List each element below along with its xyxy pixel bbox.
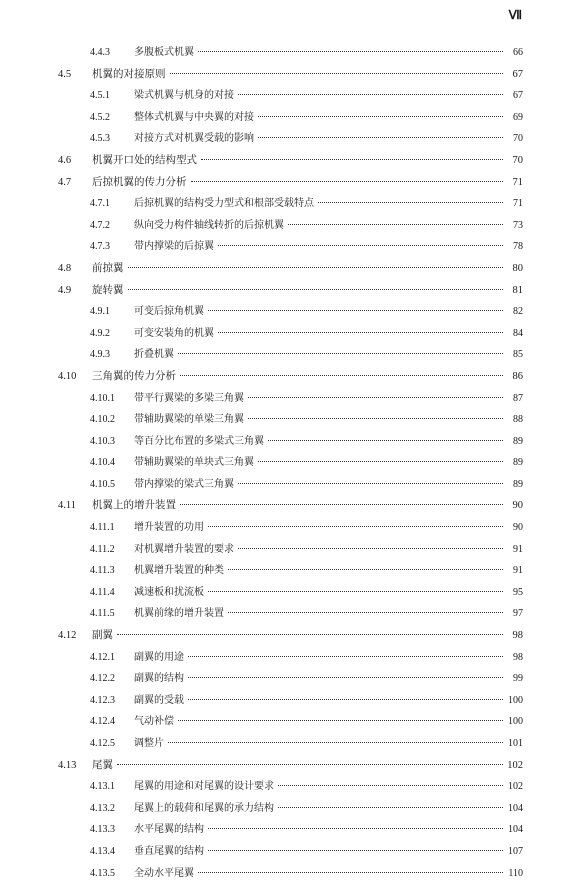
toc-entry-page: 98 bbox=[513, 651, 523, 663]
toc-entry-page: 73 bbox=[513, 219, 523, 231]
toc-leader-dots bbox=[208, 849, 503, 851]
toc-entry[interactable] bbox=[58, 668, 523, 690]
toc-entry-title: 对机翼增升装置的要求 bbox=[134, 543, 234, 555]
toc-entry-page: 71 bbox=[513, 198, 523, 210]
toc-entry-page: 110 bbox=[508, 867, 523, 879]
toc-entry[interactable] bbox=[58, 560, 523, 582]
toc-entry-title: 气动补偿 bbox=[134, 716, 174, 728]
toc-entry-title: 前掠翼 bbox=[92, 261, 124, 274]
toc-entry-page: 102 bbox=[507, 759, 523, 771]
toc-leader-dots bbox=[238, 547, 503, 549]
toc-leader-dots bbox=[128, 288, 504, 290]
toc-entry-title: 机翼前缘的增升装置 bbox=[134, 608, 224, 620]
toc-entry-page: 69 bbox=[513, 111, 523, 123]
toc-entry-page: 71 bbox=[512, 176, 523, 188]
toc-leader-dots bbox=[198, 871, 503, 873]
toc-leader-dots bbox=[238, 482, 503, 484]
toc-entry-number: 4.12.4 bbox=[90, 716, 115, 728]
toc-entry[interactable] bbox=[58, 452, 523, 474]
toc-entry[interactable] bbox=[58, 863, 523, 884]
toc-entry-page: 86 bbox=[512, 370, 523, 382]
toc-entry[interactable] bbox=[58, 582, 523, 604]
toc-entry-number: 4.12.5 bbox=[90, 738, 115, 749]
toc-entry-page: 99 bbox=[513, 673, 523, 685]
toc-entry-number: 4.10.3 bbox=[90, 435, 115, 447]
toc-leader-dots bbox=[228, 611, 503, 613]
toc-entry-number: 4.7 bbox=[58, 176, 72, 188]
toc-entry-title: 带平行翼梁的多梁三角翼 bbox=[134, 392, 244, 404]
toc-entry-number: 4.11.3 bbox=[90, 565, 115, 577]
toc-entry-title: 梁式机翼与机身的对接 bbox=[134, 90, 234, 102]
toc-entry-number: 4.10.2 bbox=[90, 414, 115, 426]
toc-entry-title: 尾翼上的载荷和尾翼的承力结构 bbox=[134, 802, 274, 814]
toc-leader-dots bbox=[258, 136, 503, 138]
toc-entry-number: 4.7.2 bbox=[90, 219, 110, 231]
toc-entry-number: 4.4.3 bbox=[90, 47, 110, 58]
toc-entry[interactable] bbox=[58, 236, 523, 258]
toc-entry-page: 78 bbox=[513, 241, 523, 253]
toc-leader-dots bbox=[208, 827, 503, 829]
toc-entry-number: 4.5 bbox=[58, 68, 72, 80]
toc-entry[interactable] bbox=[58, 193, 523, 215]
toc-entry-title: 纵向受力构件轴线转折的后掠机翼 bbox=[134, 219, 284, 231]
toc-entry-number: 4.10.1 bbox=[90, 392, 115, 404]
toc-leader-dots bbox=[208, 525, 503, 527]
toc-entry-page: 89 bbox=[513, 478, 523, 490]
toc-entry-title: 可变安装角的机翼 bbox=[134, 327, 214, 339]
toc-entry[interactable] bbox=[58, 603, 523, 625]
toc-leader-dots bbox=[218, 244, 503, 246]
toc-entry[interactable] bbox=[58, 280, 523, 302]
toc-entry[interactable] bbox=[58, 258, 523, 280]
toc-entry-number: 4.7.3 bbox=[90, 241, 110, 253]
toc-entry[interactable] bbox=[58, 755, 523, 777]
toc-entry-title: 尾翼的用途和对尾翼的设计要求 bbox=[134, 781, 274, 793]
toc-entry-number: 4.12.3 bbox=[90, 694, 115, 706]
toc-leader-dots bbox=[178, 719, 503, 721]
toc-entry-number: 4.6 bbox=[58, 154, 72, 166]
toc-entry-number: 4.12.2 bbox=[90, 673, 115, 685]
toc-entry[interactable] bbox=[58, 711, 523, 733]
toc-entry[interactable] bbox=[58, 150, 523, 172]
toc-entry-title: 副翼的受载 bbox=[134, 694, 184, 706]
toc-entry-title: 带辅助翼梁的单梁三角翼 bbox=[134, 414, 244, 426]
table-of-contents bbox=[58, 42, 523, 884]
toc-leader-dots bbox=[238, 93, 503, 95]
toc-entry-number: 4.13.1 bbox=[90, 781, 115, 793]
toc-entry-title: 副翼的结构 bbox=[134, 673, 184, 685]
toc-entry[interactable] bbox=[58, 85, 523, 107]
toc-entry[interactable] bbox=[58, 776, 523, 798]
toc-entry-title: 折叠机翼 bbox=[134, 349, 174, 361]
toc-leader-dots bbox=[188, 676, 503, 678]
toc-leader-dots bbox=[198, 50, 503, 52]
toc-entry-title: 尾翼 bbox=[92, 758, 113, 771]
toc-entry-number: 4.11 bbox=[58, 500, 76, 512]
toc-entry-page: 104 bbox=[508, 824, 523, 836]
toc-entry[interactable] bbox=[58, 474, 523, 496]
toc-entry-title: 减速板和扰流板 bbox=[134, 586, 204, 598]
toc-entry[interactable] bbox=[58, 323, 523, 345]
toc-leader-dots bbox=[228, 568, 503, 570]
toc-entry-title: 水平尾翼的结构 bbox=[134, 824, 204, 836]
toc-leader-dots bbox=[268, 439, 503, 441]
toc-entry-page: 87 bbox=[513, 392, 523, 404]
toc-entry-title: 副翼 bbox=[92, 629, 113, 642]
toc-leader-dots bbox=[278, 784, 503, 786]
toc-entry-page: 101 bbox=[508, 738, 523, 749]
toc-leader-dots bbox=[191, 180, 504, 182]
toc-entry-number: 4.10.5 bbox=[90, 478, 115, 490]
toc-entry-page: 67 bbox=[512, 68, 523, 80]
toc-entry-page: 100 bbox=[508, 716, 523, 728]
toc-entry-page: 97 bbox=[513, 608, 523, 620]
toc-leader-dots bbox=[168, 741, 503, 743]
toc-entry-number: 4.12.1 bbox=[90, 651, 115, 663]
toc-leader-dots bbox=[117, 763, 503, 765]
toc-entry-number: 4.9 bbox=[58, 284, 72, 296]
toc-entry[interactable] bbox=[58, 733, 523, 755]
toc-entry[interactable] bbox=[58, 625, 523, 647]
toc-entry-number: 4.9.3 bbox=[90, 349, 110, 361]
toc-entry-title: 垂直尾翼的结构 bbox=[134, 845, 204, 857]
toc-entry-page: 85 bbox=[513, 349, 523, 361]
toc-leader-dots bbox=[201, 158, 503, 160]
toc-leader-dots bbox=[117, 633, 503, 635]
toc-entry-title: 机翼开口处的结构型式 bbox=[92, 153, 197, 166]
toc-entry-title: 带内撑梁的后掠翼 bbox=[134, 241, 214, 253]
toc-entry[interactable] bbox=[58, 107, 523, 129]
toc-entry-title: 对接方式对机翼受载的影响 bbox=[134, 133, 254, 145]
toc-leader-dots bbox=[248, 417, 503, 419]
toc-entry-page: 70 bbox=[513, 133, 523, 145]
toc-entry-page: 90 bbox=[513, 522, 523, 534]
toc-entry-title: 机翼上的增升装置 bbox=[92, 499, 176, 512]
toc-entry[interactable] bbox=[58, 301, 523, 323]
toc-leader-dots bbox=[170, 72, 504, 74]
toc-entry-number: 4.5.3 bbox=[90, 133, 110, 145]
toc-entry[interactable] bbox=[58, 431, 523, 453]
toc-entry-number: 4.13.4 bbox=[90, 845, 115, 857]
toc-entry-number: 4.11.4 bbox=[90, 586, 115, 598]
toc-entry-title: 增升装置的功用 bbox=[134, 522, 204, 534]
toc-entry-page: 102 bbox=[508, 781, 523, 793]
toc-entry-page: 80 bbox=[512, 262, 523, 274]
toc-leader-dots bbox=[178, 352, 503, 354]
toc-entry[interactable] bbox=[58, 215, 523, 237]
toc-entry[interactable] bbox=[58, 42, 523, 64]
toc-entry-number: 4.10 bbox=[58, 370, 77, 382]
toc-entry-page: 82 bbox=[513, 306, 523, 318]
toc-entry[interactable] bbox=[58, 128, 523, 150]
toc-entry-title: 带辅助翼梁的单块式三角翼 bbox=[134, 457, 254, 469]
toc-entry-number: 4.9.2 bbox=[90, 327, 110, 339]
toc-entry-title: 机翼增升装置的种类 bbox=[134, 565, 224, 577]
toc-entry-page: 98 bbox=[512, 630, 523, 642]
toc-entry-number: 4.12 bbox=[58, 630, 77, 642]
toc-entry-title: 整体式机翼与中央翼的对接 bbox=[134, 111, 254, 123]
toc-entry-title: 三角翼的传力分析 bbox=[92, 369, 176, 382]
toc-entry-title: 后掠机翼的传力分析 bbox=[92, 175, 187, 188]
toc-entry-number: 4.8 bbox=[58, 262, 72, 274]
toc-entry[interactable] bbox=[58, 647, 523, 669]
toc-entry[interactable] bbox=[58, 517, 523, 539]
toc-leader-dots bbox=[188, 698, 503, 700]
toc-leader-dots bbox=[258, 115, 503, 117]
toc-leader-dots bbox=[258, 460, 503, 462]
toc-entry-title: 调整片 bbox=[134, 738, 164, 749]
toc-entry[interactable] bbox=[58, 172, 523, 194]
toc-entry-page: 67 bbox=[513, 90, 523, 102]
toc-entry-number: 4.13.2 bbox=[90, 802, 115, 814]
toc-entry-number: 4.13.3 bbox=[90, 824, 115, 836]
toc-entry-title: 等百分比布置的多梁式三角翼 bbox=[134, 435, 264, 447]
toc-entry-number: 4.5.2 bbox=[90, 111, 110, 123]
toc-leader-dots bbox=[128, 266, 504, 268]
toc-entry-page: 81 bbox=[512, 284, 523, 296]
toc-entry-page: 107 bbox=[508, 845, 523, 857]
toc-entry-number: 4.5.1 bbox=[90, 90, 110, 102]
toc-entry-page: 100 bbox=[508, 694, 523, 706]
toc-entry-number: 4.10.4 bbox=[90, 457, 115, 469]
toc-entry-page: 95 bbox=[513, 586, 523, 598]
toc-entry[interactable] bbox=[58, 690, 523, 712]
toc-leader-dots bbox=[180, 503, 503, 505]
toc-entry-page: 90 bbox=[512, 500, 523, 512]
toc-leader-dots bbox=[278, 806, 503, 808]
toc-entry-page: 89 bbox=[513, 457, 523, 469]
toc-entry[interactable] bbox=[58, 495, 523, 517]
toc-entry-title: 多腹板式机翼 bbox=[134, 47, 194, 58]
toc-leader-dots bbox=[180, 374, 503, 376]
toc-entry[interactable] bbox=[58, 798, 523, 820]
toc-leader-dots bbox=[318, 201, 503, 203]
toc-entry-title: 旋转翼 bbox=[92, 283, 124, 296]
toc-entry-page: 84 bbox=[513, 327, 523, 339]
toc-leader-dots bbox=[208, 309, 503, 311]
toc-entry-page: 88 bbox=[513, 414, 523, 426]
toc-leader-dots bbox=[218, 331, 503, 333]
toc-entry-number: 4.13.5 bbox=[90, 867, 115, 879]
toc-entry[interactable] bbox=[58, 819, 523, 841]
toc-entry[interactable] bbox=[58, 841, 523, 863]
toc-entry-page: 91 bbox=[513, 565, 523, 577]
toc-entry-page: 89 bbox=[513, 435, 523, 447]
toc-entry[interactable] bbox=[58, 409, 523, 431]
toc-leader-dots bbox=[188, 655, 503, 657]
toc-entry-page: 91 bbox=[513, 543, 523, 555]
toc-entry-number: 4.11.5 bbox=[90, 608, 115, 620]
toc-entry-title: 机翼的对接原则 bbox=[92, 67, 166, 80]
toc-leader-dots bbox=[248, 396, 503, 398]
toc-entry[interactable] bbox=[58, 388, 523, 410]
toc-entry-number: 4.9.1 bbox=[90, 306, 110, 318]
toc-leader-dots bbox=[208, 590, 503, 592]
toc-entry-number: 4.7.1 bbox=[90, 198, 110, 210]
toc-entry-number: 4.13 bbox=[58, 759, 77, 771]
page-number: Ⅶ bbox=[508, 8, 522, 22]
toc-entry[interactable] bbox=[58, 539, 523, 561]
toc-entry-page: 104 bbox=[508, 802, 523, 814]
toc-entry-number: 4.11.1 bbox=[90, 522, 115, 534]
toc-entry-title: 后掠机翼的结构受力型式和根部受载特点 bbox=[134, 198, 314, 210]
toc-entry-page: 66 bbox=[513, 47, 523, 58]
toc-entry-page: 70 bbox=[512, 154, 523, 166]
toc-entry[interactable] bbox=[58, 344, 523, 366]
toc-entry[interactable] bbox=[58, 64, 523, 86]
toc-entry-number: 4.11.2 bbox=[90, 543, 115, 555]
toc-entry-title: 副翼的用途 bbox=[134, 651, 184, 663]
toc-entry-title: 可变后掠角机翼 bbox=[134, 306, 204, 318]
toc-entry-title: 全动水平尾翼 bbox=[134, 867, 194, 879]
toc-entry-title: 带内撑梁的梁式三角翼 bbox=[134, 478, 234, 490]
toc-entry[interactable] bbox=[58, 366, 523, 388]
toc-leader-dots bbox=[288, 223, 503, 225]
